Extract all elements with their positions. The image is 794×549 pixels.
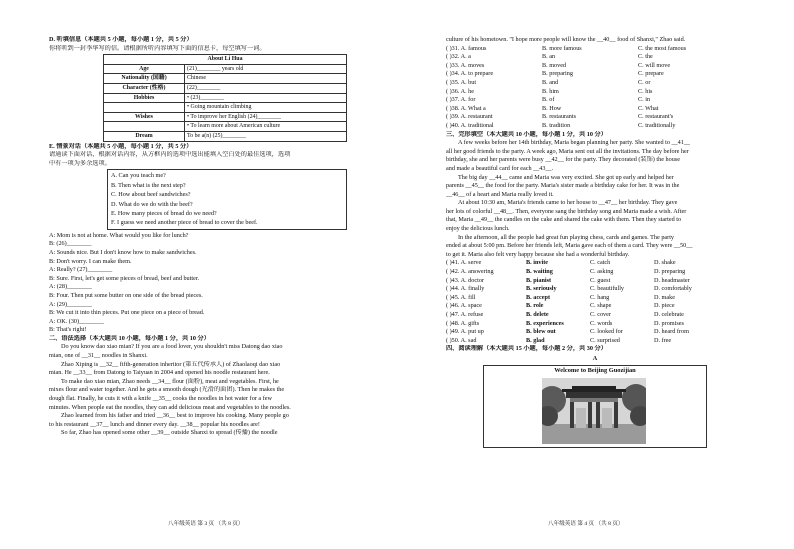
- question-row: [446, 105, 744, 114]
- section-e-instructions-2: 中有一项为多余选项。: [49, 159, 111, 167]
- cloze-line: that, Maria __49__ the candles on the cake and shared the cake with them. Then they started to: [446, 216, 682, 224]
- question-row: [446, 259, 744, 268]
- question-option[interactable]: B. of: [542, 96, 555, 104]
- question-option[interactable]: C. asking: [590, 268, 614, 276]
- question-option-a[interactable]: ( )32. A. a: [446, 53, 471, 61]
- cloze-line: all her good friends to the party. A week ago, Maria sent out all the invitations. The day before her: [446, 147, 689, 155]
- option-item: F. I guess we need another piece of bread to cover the beef.: [111, 219, 258, 227]
- cloze-line: __46__ of a heart and Maria really loved it.: [446, 190, 554, 198]
- question-option-a[interactable]: ( )31. A. famous: [446, 44, 487, 52]
- options-box: [107, 169, 347, 229]
- cloze-line: birthday, she and her parents were busy __42__ for the party. They decorated (装饰) the house: [446, 156, 680, 164]
- passage-line: to his restaurant __37__ lunch and dinner every day. __38__ popular his noodles are!: [49, 420, 260, 428]
- question-row: [446, 62, 744, 71]
- passage-line: So far, Zhao has opened some other __39__ outside Shanxi to spread (传播) the noodle: [61, 429, 278, 437]
- info-card-row: [104, 103, 347, 113]
- info-card-row: [104, 55, 347, 65]
- question-option-a[interactable]: ( )47. A. refuse: [446, 311, 484, 318]
- option-item: D. What do we do with the beef?: [111, 200, 193, 208]
- question-option[interactable]: B. moved: [542, 61, 567, 69]
- info-card-value: (21)________ years old: [185, 64, 347, 74]
- info-card-label: Hobbies: [104, 93, 185, 103]
- question-option[interactable]: B. role: [526, 302, 544, 310]
- question-row: [446, 328, 744, 337]
- info-card-label: Dream: [104, 131, 185, 141]
- question-option[interactable]: D. comfortably: [654, 285, 692, 293]
- paifang-gate-image: [542, 378, 646, 444]
- question-option[interactable]: D. celebrate: [654, 311, 684, 318]
- option-item: C. How about beef sandwiches?: [111, 191, 191, 199]
- question-option[interactable]: B. delete: [526, 311, 549, 318]
- question-row: [446, 53, 744, 62]
- info-card-label: Age: [104, 64, 185, 74]
- question-option-a[interactable]: ( )49. A. put up: [446, 328, 484, 336]
- question-row: [446, 45, 744, 54]
- info-card-row: [104, 131, 347, 141]
- section-e-title: E. 情景对话（本题共 5 小题，每小题 1 分，共 5 分）: [49, 142, 193, 150]
- grammar-passage: [49, 343, 394, 438]
- info-card-label: [104, 122, 185, 132]
- question-option-a[interactable]: ( )33. A. moves: [446, 61, 485, 69]
- dialog: [49, 232, 394, 335]
- dialog-line: B: Don't worry. I can make them.: [49, 257, 132, 265]
- question-row: [446, 302, 744, 311]
- option-item: E. How many pieces of bread do we need?: [111, 209, 217, 217]
- info-card-value: To be a(n) (25)________: [185, 131, 347, 141]
- question-row: [446, 277, 744, 286]
- dialog-line: A: Really? (27)________: [49, 266, 113, 274]
- cloze-line: parents __45__ the food for the party. Maria's sister made a birthday cake for her. It was in the: [446, 182, 680, 190]
- section-2-title: 二、语法选择（本大题共 10 小题，每小题 1 分，共 10 分）: [49, 334, 210, 342]
- question-option[interactable]: C. prepare: [638, 70, 664, 78]
- passage-line: Zhao Xiping is __32__ fifth-generation inheritor (第五代传承人) of Zhaolaoqi dao xiao: [61, 360, 281, 368]
- question-option[interactable]: C. guest: [590, 276, 611, 284]
- cloze-line: to get it. Maria also felt very happy because she had a wonderful birthday.: [446, 250, 630, 258]
- passage-line: To make dao xiao mian, Zhao needs __34__ flour (面粉), meat and vegetables. First, he: [61, 377, 279, 385]
- question-option-a[interactable]: ( )50. A. sad: [446, 336, 477, 344]
- dialog-line: A: (28)________: [49, 283, 92, 291]
- info-card-value: (22)________: [185, 83, 347, 93]
- question-option-a[interactable]: ( )45. A. fill: [446, 293, 476, 301]
- question-option[interactable]: B. pianist: [526, 276, 552, 284]
- info-card-label: Nationality (国籍): [104, 74, 185, 84]
- option-item: A. Can you teach me?: [111, 172, 166, 180]
- question-option-a[interactable]: ( )44. A. finally: [446, 285, 485, 293]
- question-row: [446, 96, 744, 105]
- cloze-line: A few weeks before her 14th birthday, Maria began planning her party. She wanted to __41__: [458, 139, 691, 147]
- passage-continuation: culture of his hometown. "I hope more people will know the __40__ food of Shanxi," Zhao said.: [446, 36, 686, 43]
- question-option[interactable]: C. catch: [590, 259, 611, 267]
- question-option[interactable]: D. free: [654, 336, 672, 344]
- cloze-line: enjoy the delicious lunch.: [446, 225, 510, 233]
- question-option[interactable]: D. headmaster: [654, 276, 690, 284]
- cloze-line: and made a beautiful card for each __43__.: [446, 164, 554, 172]
- passage-letter: A: [592, 354, 598, 362]
- question-option[interactable]: C. the most famous: [638, 44, 687, 52]
- info-card-value: • To improve her English (24)________: [185, 112, 347, 122]
- section-d-title: D. 听填信息（本题共 5 小题，每小题 1 分，共 5 分）: [49, 36, 193, 43]
- question-option-a[interactable]: ( )35. A. but: [446, 78, 477, 86]
- question-option[interactable]: C. looked for: [590, 328, 623, 336]
- question-option[interactable]: C. words: [590, 319, 613, 327]
- question-option[interactable]: B. tradition: [542, 121, 571, 129]
- cloze-line: At about 10:30 am, Maria's friends came to her house to __47__ her birthday. They gave: [458, 199, 678, 207]
- question-option-a[interactable]: ( )37. A. for: [446, 96, 476, 104]
- question-option[interactable]: B. and: [542, 78, 559, 86]
- dialog-line: A: OK. (30)________: [49, 317, 104, 325]
- dialog-line: A: Mom is not at home. What would you like for lunch?: [49, 231, 189, 239]
- info-card-heading: About Li Hua: [104, 55, 347, 65]
- question-option[interactable]: C. surprised: [590, 336, 620, 344]
- option-item: B. Then what is the next step?: [111, 181, 186, 189]
- question-row: [446, 337, 744, 346]
- question-option[interactable]: B. seriously: [526, 285, 557, 293]
- passage-line: Do you know dao xiao mian? If you are a food lover, you shouldn't miss Datong dao xiao: [61, 343, 283, 351]
- question-option[interactable]: B. blew out: [526, 328, 556, 336]
- dialog-line: A: Sounds nice. But I don't know how to make sandwiches.: [49, 248, 197, 256]
- passage-line: mian, one of __31__ noodles in Shanxi.: [49, 352, 148, 360]
- right-footer: 八年级英语 第 4 页 （共 8 页）: [548, 521, 624, 527]
- question-option[interactable]: C. will move: [638, 61, 671, 69]
- right-page: [446, 36, 744, 448]
- section-d-instructions: 你将听到一封李华写的信。请根据所听内容填写下面的信息卡，每空填写一词。: [49, 44, 266, 52]
- question-option[interactable]: C. traditionally: [638, 121, 676, 129]
- cloze-line: The big day __44__ came and Maria was very excited. She got up early and helped her: [458, 173, 674, 181]
- question-option[interactable]: C. shape: [590, 302, 612, 310]
- info-card-row: [104, 122, 347, 132]
- dialog-line: A: (29)________: [49, 300, 92, 308]
- question-row: [446, 294, 744, 303]
- passage-line: mixes flour and water together. And he gets a smooth dough (光滑的面团). Then he makes the: [49, 386, 285, 394]
- question-option-a[interactable]: ( )34. A. to prepare: [446, 70, 494, 78]
- dialog-line: B: Sure. First, let's get some pieces of bread, beef and butter.: [49, 274, 200, 282]
- question-row: [446, 311, 744, 320]
- info-card-row: [104, 93, 347, 103]
- question-row: [446, 113, 744, 122]
- question-row: [446, 88, 744, 97]
- guozijian-photo: [542, 378, 646, 444]
- dialog-line: B: (26)________: [49, 240, 92, 248]
- question-row: [446, 268, 744, 277]
- info-card-value: • Going mountain climbing: [185, 103, 347, 113]
- question-row: [446, 70, 744, 79]
- cloze-passage: [446, 139, 744, 259]
- dialog-line: B: That's right!: [49, 326, 87, 334]
- question-option-a[interactable]: ( )38. A. What a: [446, 104, 486, 112]
- question-option-a[interactable]: ( )48. A. gifts: [446, 319, 480, 327]
- question-option[interactable]: B. waiting: [526, 268, 553, 276]
- photo-frame: [483, 365, 707, 448]
- info-card-label: Wishes: [104, 112, 185, 122]
- info-card-value: Chinese: [185, 74, 347, 84]
- grammar-choices: [446, 45, 744, 131]
- question-option[interactable]: C. in: [638, 96, 651, 104]
- cloze-line: ended at about 5:00 pm. Before her friends left, Maria gave each of them a card. They were __50__: [446, 242, 693, 250]
- dialog-line: B: Four. Then put some butter on one side of the bread pieces.: [49, 291, 203, 299]
- dialog-line: B: We cut it into thin pieces. Put one piece on a piece of bread.: [49, 309, 205, 317]
- info-card-value: • To learn more about American culture: [185, 122, 347, 132]
- question-option[interactable]: D. make: [654, 293, 675, 301]
- info-card-row: [104, 64, 347, 74]
- question-option[interactable]: B. glad: [526, 336, 545, 344]
- question-option[interactable]: B. accept: [526, 293, 551, 301]
- left-page: [49, 36, 394, 438]
- question-option[interactable]: D. shake: [654, 259, 676, 267]
- info-card-label: [104, 103, 185, 113]
- photo-title: Welcome to Beijing Guozijian: [554, 366, 636, 374]
- question-option-a[interactable]: ( )42. A. answering: [446, 268, 494, 276]
- question-option[interactable]: B. invite: [526, 259, 549, 267]
- info-card-value: • (23)________: [185, 93, 347, 103]
- question-option[interactable]: C. cover: [590, 311, 611, 318]
- passage-line: minutes. When people eat the noodles, they can add delicious meat and vegetables to the noodles.: [49, 403, 291, 411]
- info-card-label: Character (性格): [104, 83, 185, 93]
- question-option[interactable]: B. him: [542, 87, 559, 95]
- info-card-row: [104, 112, 347, 122]
- section-e-instructions-1: 请通读下面对话，根据对话内容，从方框内的选项中选出能填入空白处的最佳选项，选项: [49, 151, 291, 159]
- passage-line: dough flat. Finally, he cuts it with a knife __35__ cooks the noodles in hot water for a few: [49, 395, 272, 403]
- question-option[interactable]: C. beautifully: [590, 285, 625, 293]
- question-row: [446, 122, 744, 131]
- question-option[interactable]: D. piece: [654, 302, 675, 310]
- question-option[interactable]: B. How: [542, 104, 562, 112]
- section-4-title: 四、阅读理解（本大题共 15 小题，每小题 2 分，共 30 分）: [446, 345, 607, 353]
- question-option-a[interactable]: ( )41. A. serve: [446, 259, 482, 267]
- cloze-line: her lots of colorful __48__. Then, everyone sang the birthday song and Maria made a wish. After: [446, 207, 687, 215]
- question-option[interactable]: D. preparing: [654, 268, 686, 276]
- question-option[interactable]: D. heard from: [654, 328, 689, 336]
- question-option-a[interactable]: ( )43. A. doctor: [446, 276, 484, 284]
- section-3-title: 三、完形填空（本大题共 10 小题，每小题 1 分，共 10 分）: [446, 130, 607, 138]
- info-card-row: [104, 74, 347, 84]
- question-option[interactable]: C. the: [638, 53, 653, 61]
- question-option[interactable]: C. or: [638, 78, 651, 86]
- question-option[interactable]: C. hang: [590, 293, 610, 301]
- question-row: [446, 79, 744, 88]
- question-option[interactable]: C. his: [638, 87, 653, 95]
- cloze-line: In the afternoon, all the people had great fun playing chess, cards and games. The party: [458, 233, 675, 241]
- info-card-row: [104, 83, 347, 93]
- info-card-table: [103, 54, 347, 141]
- question-option[interactable]: B. an: [542, 53, 556, 61]
- question-option[interactable]: B. more famous: [542, 44, 582, 52]
- question-option[interactable]: C. What: [638, 104, 659, 112]
- question-option-a[interactable]: ( )46. A. space: [446, 302, 482, 310]
- question-option-a[interactable]: ( )40. A. traditional: [446, 121, 494, 129]
- left-footer: 八年级英语 第 3 页 （共 8 页）: [168, 521, 244, 527]
- question-option[interactable]: D. promises: [654, 319, 684, 327]
- cloze-choices: [446, 259, 744, 345]
- question-row: [446, 320, 744, 329]
- question-row: [446, 285, 744, 294]
- question-option[interactable]: B. experiences: [526, 319, 564, 327]
- question-option[interactable]: B. preparing: [542, 70, 573, 78]
- question-option[interactable]: B. restaurants: [542, 113, 577, 121]
- passage-line: Zhao learned from his father and tried __36__ best to improve his cooking. Many people go: [61, 412, 289, 420]
- question-option-a[interactable]: ( )39. A. restaurant: [446, 113, 493, 121]
- question-option[interactable]: C. restaurant's: [638, 113, 674, 121]
- passage-line: mian. He __33__ from Datong to Taiyuan in 2004 and opened his noodle restaurant here.: [49, 369, 270, 377]
- question-option-a[interactable]: ( )36. A. he: [446, 87, 475, 95]
